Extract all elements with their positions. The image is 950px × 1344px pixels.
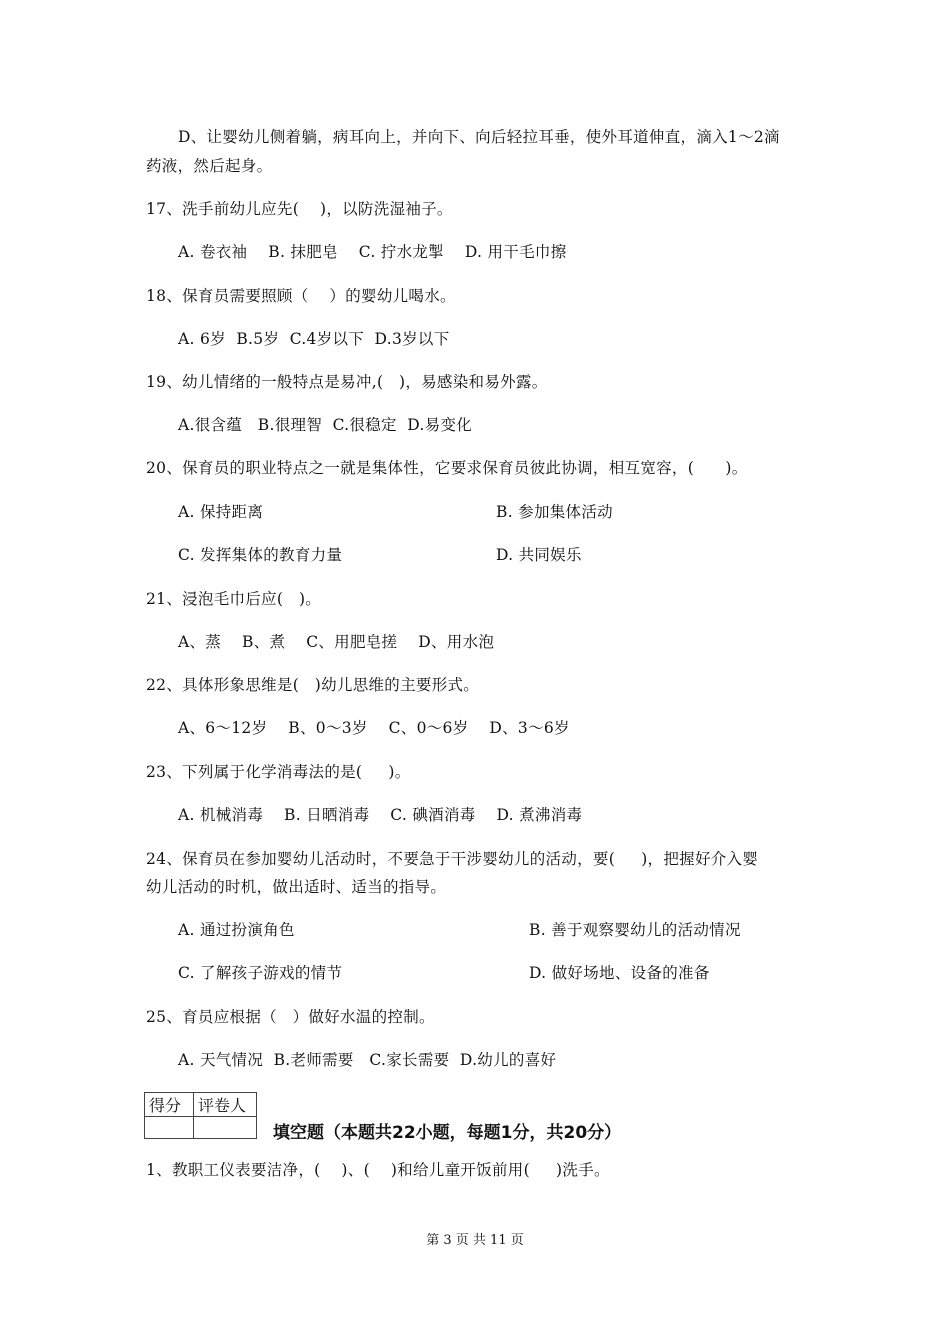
q16-option-d-line1: D、让婴幼儿侧着躺，病耳向上，并向下、向后轻拉耳垂，使外耳道伸直，滴入1～2滴 bbox=[178, 128, 780, 146]
q16-option-d-line2: 药液，然后起身。 bbox=[146, 157, 273, 175]
question-17: 17、洗手前幼儿应先( )，以防洗湿袖子。 bbox=[146, 200, 453, 218]
question-23-options: A. 机械消毒 B. 日晒消毒 C. 碘酒消毒 D. 煮沸消毒 bbox=[178, 806, 583, 824]
score-cell bbox=[145, 1117, 194, 1139]
question-24-option-b: B. 善于观察婴幼儿的活动情况 bbox=[529, 921, 741, 939]
page-footer: 第 3 页 共 11 页 bbox=[426, 1233, 524, 1248]
question-18-options: A. 6岁 B.5岁 C.4岁以下 D.3岁以下 bbox=[178, 330, 450, 348]
question-20-option-c: C. 发挥集体的教育力量 bbox=[178, 546, 343, 564]
question-19: 19、幼儿情绪的一般特点是易冲,( )，易感染和易外露。 bbox=[146, 373, 548, 391]
question-19-options: A.很含蕴 B.很理智 C.很稳定 D.易变化 bbox=[178, 416, 473, 434]
section-title: 填空题（本题共22小题，每题1分，共20分） bbox=[273, 1123, 622, 1143]
question-20-option-a: A. 保持距离 bbox=[178, 503, 264, 521]
question-23: 23、下列属于化学消毒法的是( )。 bbox=[146, 763, 411, 781]
question-25: 25、育员应根据（ ）做好水温的控制。 bbox=[146, 1008, 435, 1026]
question-20: 20、保育员的职业特点之一就是集体性，它要求保育员彼此协调，相互宽容，( )。 bbox=[146, 459, 748, 477]
question-25-options: A. 天气情况 B.老师需要 C.家长需要 D.幼儿的喜好 bbox=[178, 1051, 557, 1069]
question-18: 18、保育员需要照顾（ ）的婴幼儿喝水。 bbox=[146, 287, 456, 305]
score-label: 得分 bbox=[145, 1093, 194, 1117]
question-24-line1: 24、保育员在参加婴幼儿活动时，不要急于干涉婴幼儿的活动，要( )，把握好介入婴 bbox=[146, 850, 759, 868]
grader-cell bbox=[194, 1117, 257, 1139]
question-22: 22、具体形象思维是( )幼儿思维的主要形式。 bbox=[146, 676, 480, 694]
question-24-line2: 幼儿活动的时机，做出适时、适当的指导。 bbox=[146, 878, 447, 896]
question-17-options: A. 卷衣袖 B. 抹肥皂 C. 拧水龙掣 D. 用干毛巾擦 bbox=[178, 243, 567, 261]
question-20-option-d: D. 共同娱乐 bbox=[496, 546, 582, 564]
fill-question-1: 1、教职工仪表要洁净，( )、( )和给儿童开饭前用( )洗手。 bbox=[146, 1161, 610, 1179]
question-22-options: A、6～12岁 B、0～3岁 C、0～6岁 D、3～6岁 bbox=[178, 719, 570, 737]
question-24-option-a: A. 通过扮演角色 bbox=[178, 921, 295, 939]
question-21: 21、浸泡毛巾后应( )。 bbox=[146, 590, 322, 608]
score-table bbox=[144, 1092, 257, 1139]
grader-label: 评卷人 bbox=[194, 1093, 257, 1117]
question-21-options: A、蒸 B、煮 C、用肥皂搓 D、用水泡 bbox=[178, 633, 495, 651]
question-24-option-c: C. 了解孩子游戏的情节 bbox=[178, 964, 343, 982]
question-20-option-b: B. 参加集体活动 bbox=[496, 503, 613, 521]
question-24-option-d: D. 做好场地、设备的准备 bbox=[529, 964, 710, 982]
